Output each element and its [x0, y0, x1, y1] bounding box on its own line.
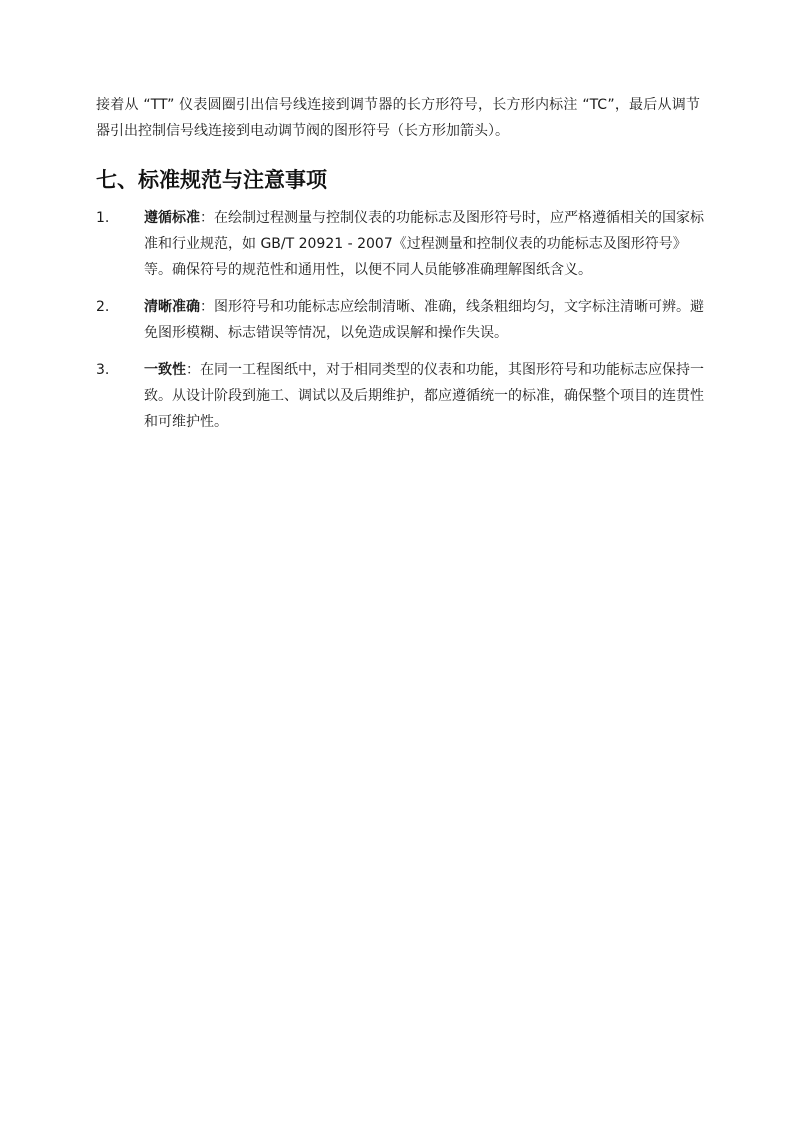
list-item-number: 3.	[96, 362, 110, 378]
list-item-text: ：在绘制过程测量与控制仪表的功能标志及图形符号时，应严格遵循相关的国家标准和行业规范，如 GB/T 20921 - 2007《过程测量和控制仪表的功能标志及图形符号》等。确保符号的规范性和通用性，以便不同人员能够准确理解图纸含义。	[144, 210, 704, 278]
section-title: 七、标准规范与注意事项	[96, 168, 327, 192]
intro-paragraph: 接着从 “TT” 仪表圆圈引出信号线连接到调节器的长方形符号，长方形内标注 “TC”，最后从调节器引出控制信号线连接到电动调节阀的图形符号（长方形加箭头）。	[96, 97, 700, 139]
list-item-number: 2.	[96, 299, 110, 315]
standards-list	[96, 205, 706, 446]
list-item	[96, 294, 706, 346]
list-item	[96, 357, 706, 435]
list-item-number: 1.	[96, 210, 110, 226]
list-item-term: 清晰准确	[144, 299, 200, 315]
list-item-text: ：图形符号和功能标志应绘制清晰、准确，线条粗细均匀，文字标注清晰可辨。避免图形模糊、标志错误等情况，以免造成误解和操作失误。	[144, 299, 704, 341]
list-item-term: 遵循标准	[144, 210, 200, 226]
list-item	[96, 205, 706, 283]
list-item-term: 一致性	[144, 362, 186, 378]
list-item-text: ：在同一工程图纸中，对于相同类型的仪表和功能，其图形符号和功能标志应保持一致。从设计阶段到施工、调试以及后期维护，都应遵循统一的标准，确保整个项目的连贯性和可维护性。	[144, 362, 704, 430]
